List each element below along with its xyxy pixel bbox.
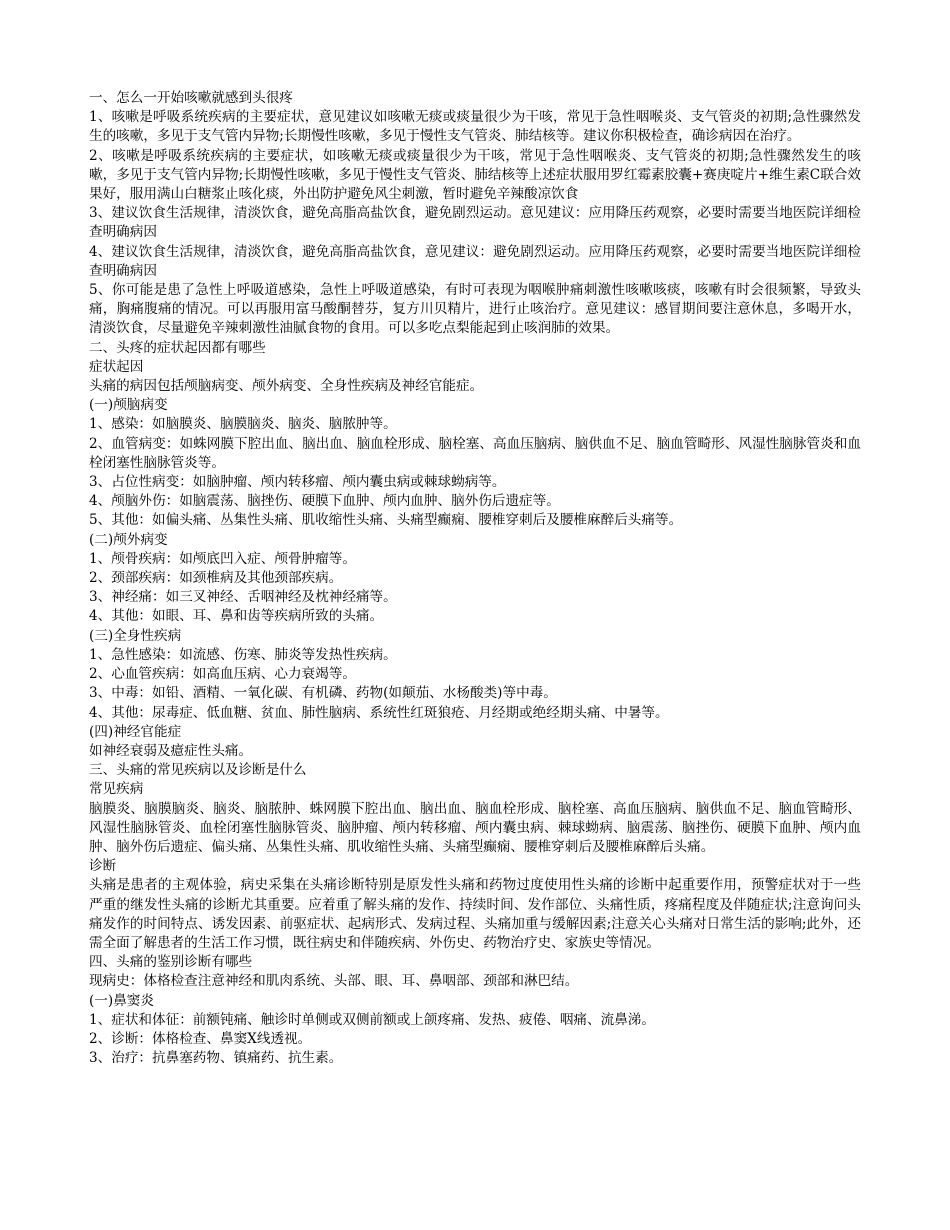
heading-section-4: 四、头痛的鉴别诊断有哪些 (89, 954, 253, 971)
heading-section-3: 三、头痛的常见疾病以及诊断是什么 (89, 762, 307, 779)
paragraph-5: 5、你可能是患了急性上呼吸道感染，急性上呼吸道感染，有时可表现为咽喉肿痛刺激性咳嗽咳痰，咳嗽有时会很频繁，导致头痛，胸痛腹痛的情况。可以再服用富马酸酮替芬，复方川贝精片，进行止咳治疗。意见建议：感冒期间要注意休息，多喝开水，清淡饮食，尽量避免辛辣刺激性油腻食物的食用。可以多吃点梨能起到止咳润肺的效果。 (89, 282, 861, 337)
list-item: 3、占位性病变：如脑肿瘤、颅内转移瘤、颅内囊虫病或棘球蚴病等。 (89, 474, 506, 491)
paragraph-neurosis: 如神经衰弱及癔症性头痛。 (89, 742, 253, 759)
subheading-systemic: (三)全身性疾病 (89, 627, 182, 644)
subheading-common-diseases: 常见疾病 (89, 781, 144, 798)
list-item: 1、急性感染：如流感、伤寒、肺炎等发热性疾病。 (89, 646, 397, 663)
list-item: 4、颅脑外伤：如脑震荡、脑挫伤、硬膜下血肿、颅内血肿、脑外伤后遗症等。 (89, 493, 560, 510)
paragraph-2: 2、咳嗽是呼吸系统疾病的主要症状，如咳嗽无痰或痰量很少为干咳，常见于急性咽喉炎、支气管炎的初期;急性骤然发生的咳嗽，多见于支气管内异物;长期慢性咳嗽，多见于慢性支气管炎、肺结核等上述症状服用罗红霉素胶囊+赛庚啶片+维生素C联合效果好，服用满山白糖浆止咳化痰，外出防护避免风尘刺激，暂时避免辛辣酸凉饮食 (89, 147, 861, 203)
list-item: 3、神经痛：如三叉神经、舌咽神经及枕神经痛等。 (89, 589, 397, 606)
paragraph-1: 1、咳嗽是呼吸系统疾病的主要症状，意见建议如咳嗽无痰或痰量很少为干咳，常见于急性咽喉炎、支气管炎的初期;急性骤然发生的咳嗽，多见于支气管内异物;长期慢性咳嗽，多见于慢性支气管炎、肺结核等。建议你积极检查，确诊病因在治疗。 (89, 109, 861, 145)
list-item: 1、颅骨疾病：如颅底凹入症、颅骨肿瘤等。 (89, 550, 356, 567)
list-item: 1、感染：如脑膜炎、脑膜脑炎、脑炎、脑脓肿等。 (89, 416, 397, 433)
subheading-symptom-causes: 症状起因 (89, 358, 144, 375)
list-item: 2、诊断：体格检查、鼻窦X线透视。 (89, 1030, 312, 1047)
subheading-diagnosis: 诊断 (89, 858, 117, 875)
list-item: 1、症状和体征：前额钝痛、触诊时单侧或双侧前额或上颌疼痛、发热、疲倦、咽痛、流鼻涕。 (89, 1011, 655, 1028)
paragraph-4: 4、建议饮食生活规律，清淡饮食，避免高脂高盐饮食，意见建议：避免剧烈运动。应用降压药观察，必要时需要当地医院详细检查明确病因 (89, 243, 861, 279)
paragraph-common-diseases: 脑膜炎、脑膜脑炎、脑炎、脑脓肿、蛛网膜下腔出血、脑出血、脑血栓形成、脑栓塞、高血压脑病、脑供血不足、脑血管畸形、风湿性脑脉管炎、血栓闭塞性脑脉管炎、脑肿瘤、颅内转移瘤、颅内囊虫病、棘球蚴病、脑震荡、脑挫伤、硬膜下血肿、颅内血肿、脑外伤后遗症、偏头痛、丛集性头痛、肌收缩性头痛、头痛型癫痫、腰椎穿刺后及腰椎麻醉后头痛。 (89, 800, 861, 855)
paragraph-diagnosis: 头痛是患者的主观体验，病史采集在头痛诊断特别是原发性头痛和药物过度使用性头痛的诊断中起重要作用，预警症状对于一些严重的继发性头痛的诊断尤其重要。应着重了解头痛的发作、持续时间、发作部位、头痛性质，疼痛程度及伴随症状;注意询问头痛发作的时间特点、诱发因素、前驱症状、起病形式、发病过程、头痛加重与缓解因素;注意关心头痛对日常生活的影响;此外，还需全面了解患者的生活工作习惯，既往病史和伴随疾病、外伤史、药物治疗史、家族史等情况。 (89, 877, 861, 951)
subheading-sinusitis: (一)鼻窦炎 (89, 992, 154, 1009)
list-item: 5、其他：如偏头痛、丛集性头痛、肌收缩性头痛、头痛型癫痫、腰椎穿刺后及腰椎麻醉后头痛等。 (89, 512, 683, 529)
list-item: 2、血管病变：如蛛网膜下腔出血、脑出血、脑血栓形成、脑栓塞、高血压脑病、脑供血不足、脑血管畸形、风湿性脑脉管炎和血栓闭塞性脑脉管炎等。 (89, 435, 861, 471)
list-item: 3、治疗：抗鼻塞药物、镇痛药、抗生素。 (89, 1050, 343, 1067)
heading-section-2: 二、头疼的症状起因都有哪些 (89, 339, 266, 356)
heading-section-1: 一、怎么一开始咳嗽就感到头很疼 (89, 90, 293, 106)
list-item: 2、颈部疾病：如颈椎病及其他颈部疾病。 (89, 570, 343, 587)
paragraph-causes-intro: 头痛的病因包括颅脑病变、颅外病变、全身性疾病及神经官能症。 (89, 378, 484, 395)
list-item: 3、中毒：如铅、酒精、一氧化碳、有机磷、药物(如颠茄、水杨酸类)等中毒。 (89, 685, 557, 702)
subheading-extracranial: (二)颅外病变 (89, 531, 168, 548)
list-item: 4、其他：如眼、耳、鼻和齿等疾病所致的头痛。 (89, 608, 384, 625)
paragraph-3: 3、建议饮食生活规律，清淡饮食，避免高脂高盐饮食，避免剧烈运动。意见建议：应用降压药观察，必要时需要当地医院详细检查明确病因 (89, 205, 861, 241)
subheading-neurosis: (四)神经官能症 (89, 723, 182, 740)
list-item: 2、心血管疾病：如高血压病、心力衰竭等。 (89, 666, 356, 683)
document-page (89, 89, 861, 1068)
list-item: 4、其他：尿毒症、低血糖、贫血、肺性脑病、系统性红斑狼疮、月经期或绝经期头痛、中暑等。 (89, 704, 669, 721)
subheading-intracranial: (一)颅脑病变 (89, 397, 168, 414)
paragraph-history: 现病史：体格检查注意神经和肌肉系统、头部、眼、耳、鼻咽部、颈部和淋巴结。 (89, 973, 579, 990)
